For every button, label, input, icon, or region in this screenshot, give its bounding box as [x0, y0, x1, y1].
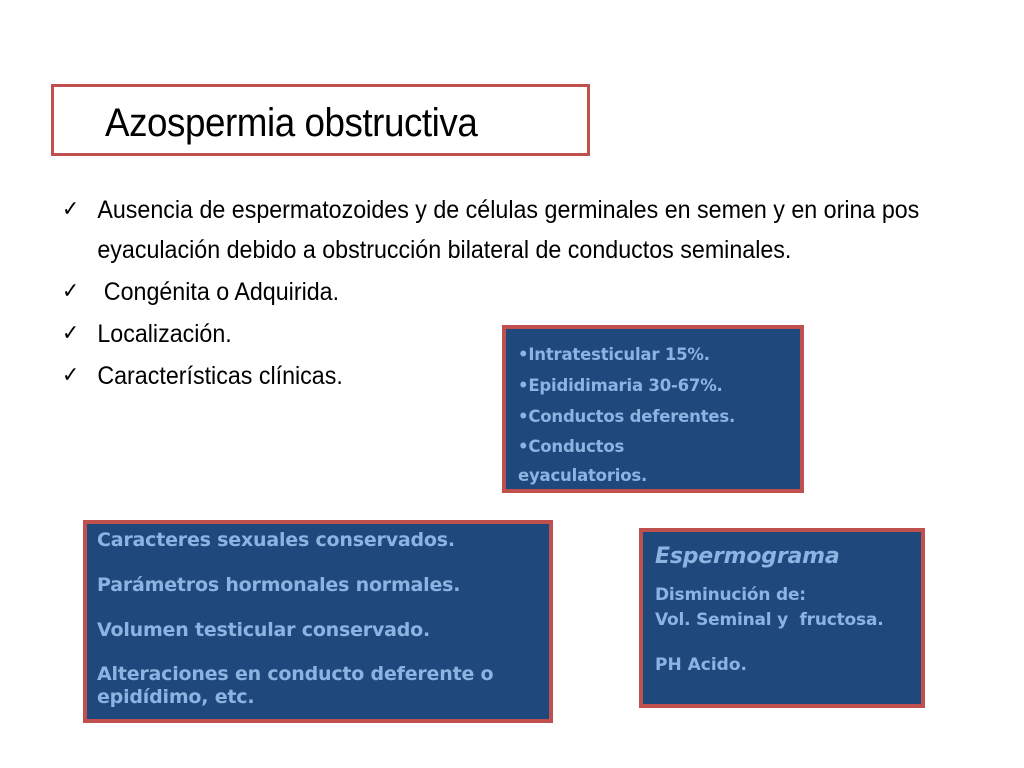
spermogram-line: Disminución de: — [655, 585, 806, 605]
clinical-features-box — [83, 520, 553, 723]
spermogram-box — [639, 528, 925, 708]
spermogram-title: Espermograma — [655, 544, 840, 569]
spermogram-ph: PH Acido. — [655, 655, 747, 675]
clinical-item: Parámetros hormonales normales. — [97, 574, 461, 596]
clinical-item: Volumen testicular conservado. — [97, 619, 431, 641]
check-icon: ✓ — [62, 197, 80, 222]
localization-item: •Epididimaria 30-67%. — [518, 376, 723, 395]
bullet-text: Características clínicas. — [97, 362, 343, 390]
localization-box — [502, 325, 804, 493]
bullet-item-definition — [62, 190, 990, 270]
localization-item: •Conductos — [518, 437, 625, 456]
spermogram-line: Vol. Seminal y fructosa. — [655, 610, 884, 630]
check-icon: ✓ — [62, 363, 80, 388]
check-icon: ✓ — [62, 321, 80, 346]
localization-item: eyaculatorios. — [518, 466, 648, 485]
localization-item: •Intratesticular 15%. — [518, 345, 710, 364]
bullet-text: Ausencia de espermatozoides y de células germinales en semen y en orina pos eyaculación debido a obstrucción bilateral de conductos seminales. — [97, 196, 920, 264]
bullet-item-origin — [62, 272, 908, 312]
check-icon: ✓ — [62, 279, 80, 304]
clinical-item: Caracteres sexuales conservados. — [97, 529, 455, 551]
bullet-text: Congénita o Adquirida. — [97, 278, 340, 306]
localization-item: •Conductos deferentes. — [518, 407, 736, 426]
slide-title: Azospermia obstructiva — [105, 101, 478, 145]
clinical-item: Alteraciones en conducto deferente o epidídimo, etc. — [97, 663, 494, 708]
bullet-text: Localización. — [97, 320, 232, 348]
